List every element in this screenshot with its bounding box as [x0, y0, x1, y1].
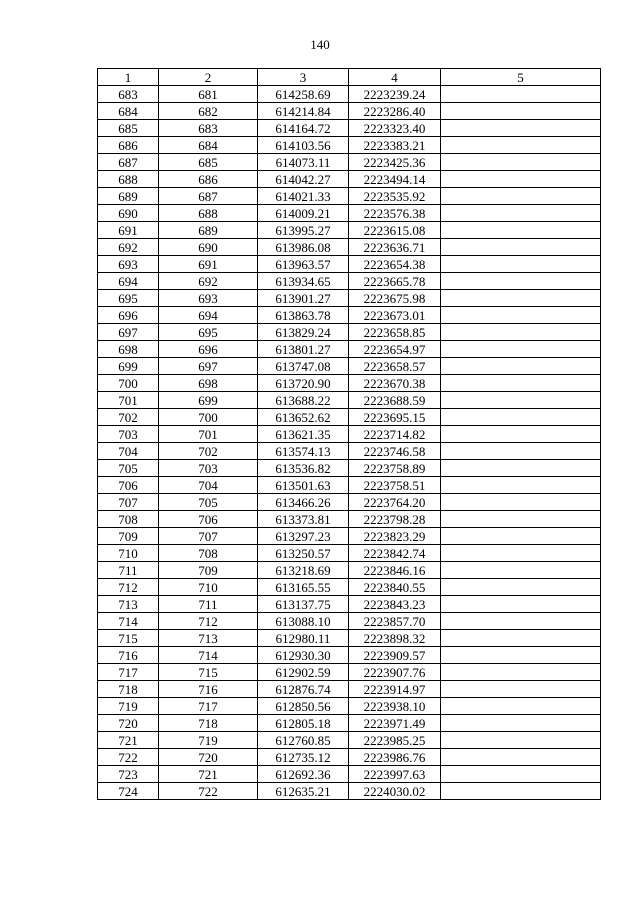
table-row — [98, 443, 601, 460]
table-cell: 718 — [159, 715, 258, 732]
table-row — [98, 494, 601, 511]
table-cell: 2223938.10 — [349, 698, 441, 715]
table-cell: 691 — [98, 222, 159, 239]
table-cell: 697 — [159, 358, 258, 375]
table-cell: 718 — [98, 681, 159, 698]
table-cell: 613995.27 — [258, 222, 349, 239]
table-cell: 692 — [159, 273, 258, 290]
table-row — [98, 630, 601, 647]
table-row — [98, 171, 601, 188]
table-cell: 2223764.20 — [349, 494, 441, 511]
table-cell: 2223909.57 — [349, 647, 441, 664]
table-cell: 2223658.57 — [349, 358, 441, 375]
table-cell: 613963.57 — [258, 256, 349, 273]
table-cell: 2223675.98 — [349, 290, 441, 307]
table-row — [98, 256, 601, 273]
table-cell: 713 — [159, 630, 258, 647]
table-cell: 613466.26 — [258, 494, 349, 511]
table-cell — [441, 137, 601, 154]
table-cell: 697 — [98, 324, 159, 341]
table-cell: 695 — [98, 290, 159, 307]
table-cell: 681 — [159, 86, 258, 103]
table-cell: 612635.21 — [258, 783, 349, 800]
table-cell — [441, 443, 601, 460]
table-cell: 614009.21 — [258, 205, 349, 222]
table-cell: 683 — [98, 86, 159, 103]
table-cell: 690 — [98, 205, 159, 222]
table-cell: 2223654.38 — [349, 256, 441, 273]
table-cell: 696 — [98, 307, 159, 324]
table-cell: 2223714.82 — [349, 426, 441, 443]
table-cell: 685 — [98, 120, 159, 137]
table-cell — [441, 392, 601, 409]
table-cell: 2223665.78 — [349, 273, 441, 290]
table-cell: 720 — [98, 715, 159, 732]
table-cell: 612980.11 — [258, 630, 349, 647]
table-cell: 706 — [159, 511, 258, 528]
table-cell: 716 — [98, 647, 159, 664]
table-cell: 687 — [159, 188, 258, 205]
table-cell: 2223842.74 — [349, 545, 441, 562]
table-cell: 613652.62 — [258, 409, 349, 426]
table-row — [98, 239, 601, 256]
table-cell: 2223695.15 — [349, 409, 441, 426]
table-cell: 699 — [159, 392, 258, 409]
table-row — [98, 664, 601, 681]
table-cell: 682 — [159, 103, 258, 120]
table-cell: 686 — [98, 137, 159, 154]
table-body — [98, 86, 601, 800]
table-cell: 613536.82 — [258, 460, 349, 477]
table-row — [98, 613, 601, 630]
table-cell: 715 — [98, 630, 159, 647]
table-cell: 613720.90 — [258, 375, 349, 392]
table-row — [98, 562, 601, 579]
table-cell — [441, 171, 601, 188]
table-cell — [441, 698, 601, 715]
table-cell: 724 — [98, 783, 159, 800]
table-row — [98, 154, 601, 171]
table-cell: 612930.30 — [258, 647, 349, 664]
table-cell: 2223985.25 — [349, 732, 441, 749]
table-cell — [441, 341, 601, 358]
column-header: 1 — [98, 69, 159, 86]
table-cell: 696 — [159, 341, 258, 358]
table-cell: 704 — [159, 477, 258, 494]
table-cell: 2223654.97 — [349, 341, 441, 358]
table-cell: 712 — [159, 613, 258, 630]
table-cell: 701 — [98, 392, 159, 409]
table-cell: 2224030.02 — [349, 783, 441, 800]
table-cell: 690 — [159, 239, 258, 256]
table-cell: 613829.24 — [258, 324, 349, 341]
table-cell: 612805.18 — [258, 715, 349, 732]
table-cell — [441, 188, 601, 205]
table-row — [98, 290, 601, 307]
table-cell: 2223673.01 — [349, 307, 441, 324]
table-cell: 722 — [159, 783, 258, 800]
table-cell — [441, 290, 601, 307]
table-cell — [441, 358, 601, 375]
table-cell: 614258.69 — [258, 86, 349, 103]
table-row — [98, 766, 601, 783]
table-cell — [441, 647, 601, 664]
table-row — [98, 528, 601, 545]
table-cell: 711 — [98, 562, 159, 579]
table-cell: 2223986.76 — [349, 749, 441, 766]
table-cell: 705 — [98, 460, 159, 477]
table-row — [98, 732, 601, 749]
table-row — [98, 460, 601, 477]
table-cell — [441, 528, 601, 545]
table-cell: 2223798.28 — [349, 511, 441, 528]
table-cell: 2223286.40 — [349, 103, 441, 120]
table-cell: 708 — [159, 545, 258, 562]
table-row — [98, 511, 601, 528]
table-cell — [441, 613, 601, 630]
table-cell — [441, 749, 601, 766]
table-cell — [441, 545, 601, 562]
table-row — [98, 715, 601, 732]
table-cell: 694 — [98, 273, 159, 290]
table-row — [98, 103, 601, 120]
table-cell: 2223898.32 — [349, 630, 441, 647]
table-cell: 722 — [98, 749, 159, 766]
table-row — [98, 358, 601, 375]
table-cell: 612876.74 — [258, 681, 349, 698]
table-row — [98, 137, 601, 154]
table-cell: 613863.78 — [258, 307, 349, 324]
table-cell: 719 — [159, 732, 258, 749]
table-row — [98, 698, 601, 715]
table-cell: 614103.56 — [258, 137, 349, 154]
table-cell: 2223670.38 — [349, 375, 441, 392]
table-cell: 613250.57 — [258, 545, 349, 562]
table-cell: 2223846.16 — [349, 562, 441, 579]
table-cell — [441, 630, 601, 647]
table-cell: 613621.35 — [258, 426, 349, 443]
table-cell: 612902.59 — [258, 664, 349, 681]
table-header-row — [98, 69, 601, 86]
table-row — [98, 222, 601, 239]
table-cell: 717 — [159, 698, 258, 715]
table-cell: 2223576.38 — [349, 205, 441, 222]
table-cell: 2223823.29 — [349, 528, 441, 545]
table-cell — [441, 715, 601, 732]
table-cell: 2223840.55 — [349, 579, 441, 596]
table-cell: 613373.81 — [258, 511, 349, 528]
table-cell: 709 — [159, 562, 258, 579]
table-row — [98, 409, 601, 426]
table-cell: 614073.11 — [258, 154, 349, 171]
table-cell: 613934.65 — [258, 273, 349, 290]
table-cell: 717 — [98, 664, 159, 681]
table-row — [98, 375, 601, 392]
table-cell: 612850.56 — [258, 698, 349, 715]
table-cell: 712 — [98, 579, 159, 596]
table-row — [98, 596, 601, 613]
table-cell: 721 — [98, 732, 159, 749]
table-cell: 2223688.59 — [349, 392, 441, 409]
table-cell: 715 — [159, 664, 258, 681]
table-cell: 723 — [98, 766, 159, 783]
table-cell: 2223494.14 — [349, 171, 441, 188]
table-cell: 720 — [159, 749, 258, 766]
coordinates-table — [97, 68, 601, 800]
table-cell: 703 — [98, 426, 159, 443]
table-cell — [441, 154, 601, 171]
table-cell: 704 — [98, 443, 159, 460]
table-cell: 2223914.97 — [349, 681, 441, 698]
table-cell: 700 — [159, 409, 258, 426]
table-row — [98, 205, 601, 222]
table-cell: 2223658.85 — [349, 324, 441, 341]
table-cell: 707 — [159, 528, 258, 545]
table-cell — [441, 783, 601, 800]
table-cell: 714 — [159, 647, 258, 664]
table-cell — [441, 256, 601, 273]
table-cell: 705 — [159, 494, 258, 511]
table-cell — [441, 664, 601, 681]
table-cell — [441, 273, 601, 290]
table-cell: 2223758.51 — [349, 477, 441, 494]
table-row — [98, 426, 601, 443]
table-row — [98, 307, 601, 324]
column-header: 5 — [441, 69, 601, 86]
table-cell: 714 — [98, 613, 159, 630]
table-cell — [441, 205, 601, 222]
table-cell: 612735.12 — [258, 749, 349, 766]
table-cell: 693 — [159, 290, 258, 307]
table-row — [98, 86, 601, 103]
table-cell: 2223323.40 — [349, 120, 441, 137]
table-cell: 614021.33 — [258, 188, 349, 205]
table-cell: 613137.75 — [258, 596, 349, 613]
table-cell: 684 — [159, 137, 258, 154]
table-cell: 703 — [159, 460, 258, 477]
table-cell: 2223843.23 — [349, 596, 441, 613]
table-cell: 684 — [98, 103, 159, 120]
table-cell: 700 — [98, 375, 159, 392]
table-cell: 613501.63 — [258, 477, 349, 494]
table-row — [98, 749, 601, 766]
column-header: 2 — [159, 69, 258, 86]
table-cell: 702 — [159, 443, 258, 460]
page-number: 140 — [310, 37, 330, 52]
table-cell: 613801.27 — [258, 341, 349, 358]
table-cell — [441, 120, 601, 137]
table-cell — [441, 477, 601, 494]
table-cell: 688 — [159, 205, 258, 222]
table-cell: 2223907.76 — [349, 664, 441, 681]
table-cell — [441, 409, 601, 426]
table-cell: 613688.22 — [258, 392, 349, 409]
table-cell — [441, 307, 601, 324]
table-cell: 689 — [159, 222, 258, 239]
table-cell: 711 — [159, 596, 258, 613]
table-cell — [441, 375, 601, 392]
table-cell: 613165.55 — [258, 579, 349, 596]
table-cell: 612760.85 — [258, 732, 349, 749]
table-cell: 613574.13 — [258, 443, 349, 460]
table-cell: 710 — [98, 545, 159, 562]
table-cell — [441, 732, 601, 749]
table-cell: 691 — [159, 256, 258, 273]
table-row — [98, 273, 601, 290]
table-cell: 2223997.63 — [349, 766, 441, 783]
table-cell: 688 — [98, 171, 159, 188]
table-cell: 695 — [159, 324, 258, 341]
table-cell: 613218.69 — [258, 562, 349, 579]
table-cell: 716 — [159, 681, 258, 698]
table-cell — [441, 222, 601, 239]
table-cell — [441, 86, 601, 103]
table-row — [98, 392, 601, 409]
table-cell: 699 — [98, 358, 159, 375]
table-cell — [441, 681, 601, 698]
table-row — [98, 341, 601, 358]
table-row — [98, 324, 601, 341]
table-cell: 613901.27 — [258, 290, 349, 307]
table-cell: 692 — [98, 239, 159, 256]
table-cell: 702 — [98, 409, 159, 426]
table-cell: 694 — [159, 307, 258, 324]
table-cell: 2223758.89 — [349, 460, 441, 477]
column-header: 3 — [258, 69, 349, 86]
table-cell — [441, 562, 601, 579]
table-row — [98, 188, 601, 205]
table-cell: 710 — [159, 579, 258, 596]
table-cell: 2223239.24 — [349, 86, 441, 103]
table-cell — [441, 579, 601, 596]
table-cell: 701 — [159, 426, 258, 443]
table-cell: 613747.08 — [258, 358, 349, 375]
table-cell: 2223857.70 — [349, 613, 441, 630]
table-cell: 2223746.58 — [349, 443, 441, 460]
table-cell — [441, 494, 601, 511]
table-cell — [441, 596, 601, 613]
table-row — [98, 783, 601, 800]
column-header: 4 — [349, 69, 441, 86]
table-cell: 2223615.08 — [349, 222, 441, 239]
table-cell: 614214.84 — [258, 103, 349, 120]
table-cell: 683 — [159, 120, 258, 137]
table-cell: 614042.27 — [258, 171, 349, 188]
table-row — [98, 120, 601, 137]
table-cell: 706 — [98, 477, 159, 494]
table-cell — [441, 766, 601, 783]
table-cell: 686 — [159, 171, 258, 188]
table-cell: 689 — [98, 188, 159, 205]
table-cell: 721 — [159, 766, 258, 783]
table-cell: 687 — [98, 154, 159, 171]
table-row — [98, 579, 601, 596]
table-cell: 2223636.71 — [349, 239, 441, 256]
table-cell: 2223535.92 — [349, 188, 441, 205]
table-cell: 698 — [98, 341, 159, 358]
table-cell: 709 — [98, 528, 159, 545]
table-cell: 693 — [98, 256, 159, 273]
table-cell: 2223425.36 — [349, 154, 441, 171]
table-cell: 612692.36 — [258, 766, 349, 783]
table-row — [98, 477, 601, 494]
table-cell — [441, 460, 601, 477]
table-cell: 2223383.21 — [349, 137, 441, 154]
table-cell: 613986.08 — [258, 239, 349, 256]
table-cell — [441, 426, 601, 443]
table-cell: 614164.72 — [258, 120, 349, 137]
table-cell: 698 — [159, 375, 258, 392]
table-cell — [441, 324, 601, 341]
table-row — [98, 647, 601, 664]
table-cell: 707 — [98, 494, 159, 511]
table-cell: 685 — [159, 154, 258, 171]
table-cell — [441, 239, 601, 256]
table-cell — [441, 103, 601, 120]
table-cell: 713 — [98, 596, 159, 613]
table-cell: 613297.23 — [258, 528, 349, 545]
table-row — [98, 681, 601, 698]
table-cell — [441, 511, 601, 528]
table-cell: 708 — [98, 511, 159, 528]
table-cell: 719 — [98, 698, 159, 715]
table-row — [98, 545, 601, 562]
table-cell: 613088.10 — [258, 613, 349, 630]
table-cell: 2223971.49 — [349, 715, 441, 732]
